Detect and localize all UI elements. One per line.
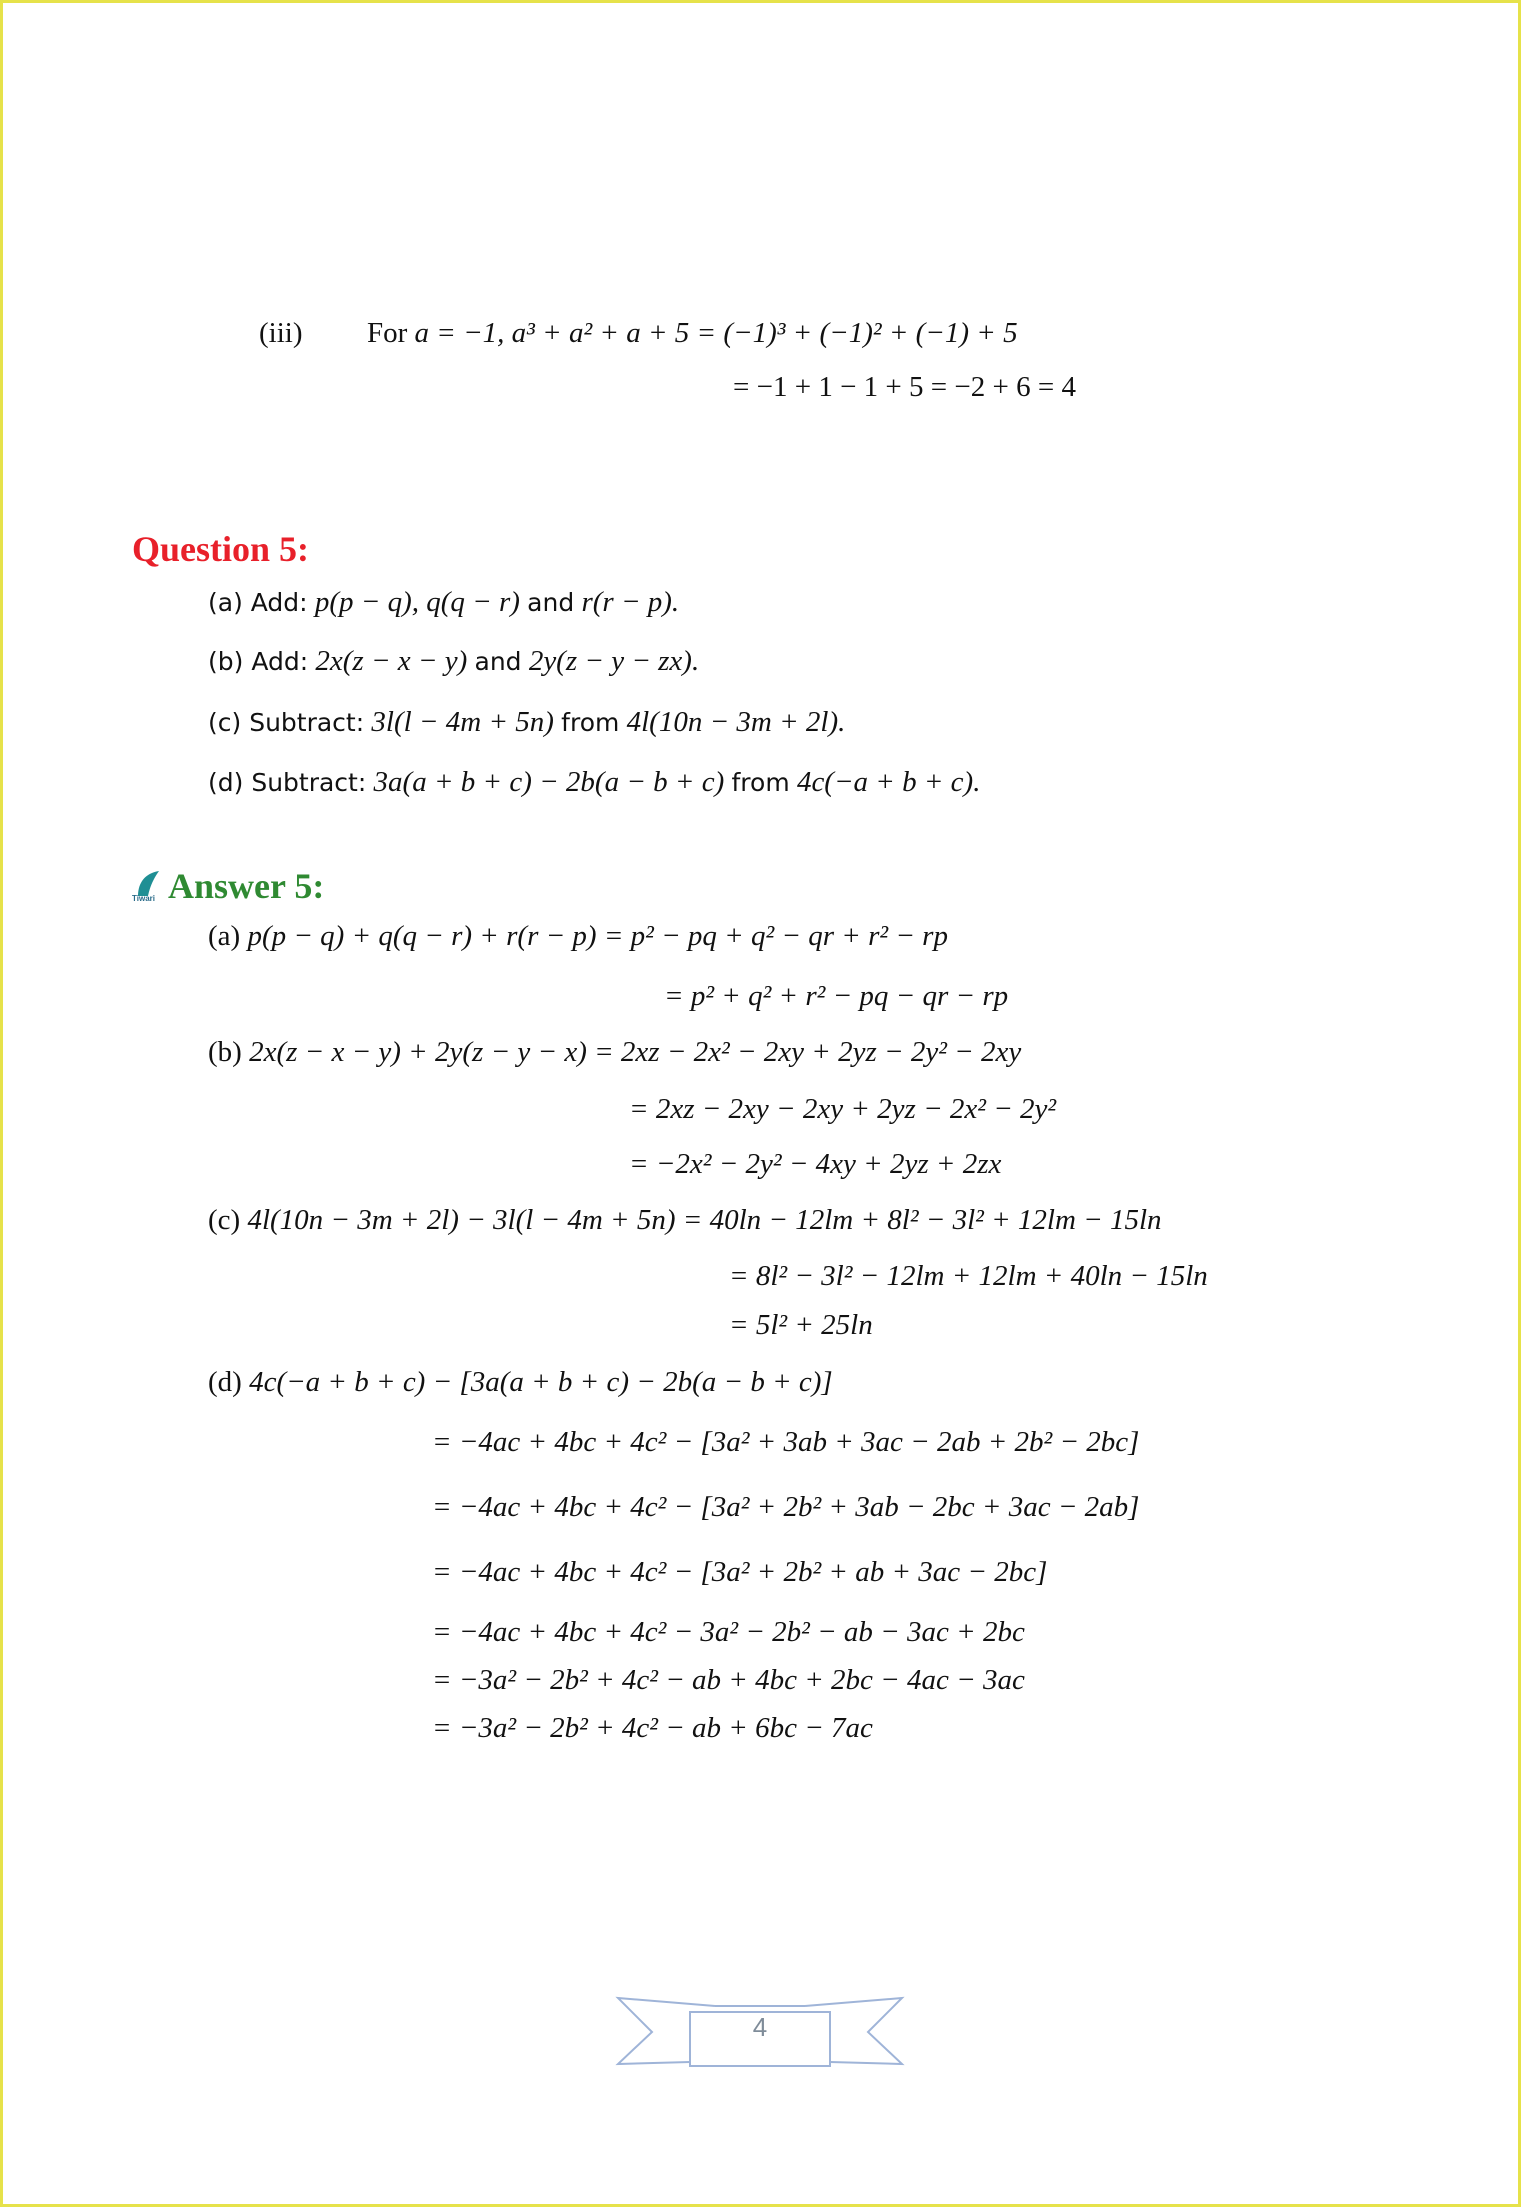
- svg-text:Tiwari: Tiwari: [132, 894, 155, 902]
- part-label: (d): [208, 1366, 242, 1398]
- answer-d-line1: [208, 1365, 833, 1399]
- math-expression: 4c(−a + b + c).: [796, 766, 981, 798]
- question-item-a: [208, 585, 679, 620]
- answer-d-line3: = −4ac + 4bc + 4c² − [3a² + 2b² + 3ab − 2bc + 3ac − 2ab]: [432, 1491, 1140, 1523]
- question-item-d: [208, 765, 980, 800]
- math-expression: p(p − q) + q(q − r) + r(r − p) = p² − pq + q² − qr + r² − rp: [247, 920, 948, 952]
- item-label: (c) Subtract:: [208, 708, 365, 737]
- answer-d-line5: = −4ac + 4bc + 4c² − 3a² − 2b² − ab − 3ac + 2bc: [432, 1616, 1025, 1648]
- answer-c-line3: = 5l² + 25ln: [729, 1309, 873, 1341]
- answer-d-line2: = −4ac + 4bc + 4c² − [3a² + 3ab + 3ac − 2ab + 2b² − 2bc]: [432, 1426, 1140, 1458]
- answer-a-line2: = p² + q² + r² − pq − qr − rp: [664, 980, 1009, 1012]
- answer-a-line1: [208, 919, 948, 953]
- part-label: (b): [208, 1036, 242, 1068]
- part-iii-line2: = −1 + 1 − 1 + 5 = −2 + 6 = 4: [733, 371, 1076, 403]
- answer-c-line1: [208, 1203, 1162, 1237]
- answer-d-line6: = −3a² − 2b² + 4c² − ab + 4bc + 2bc − 4ac − 3ac: [432, 1664, 1025, 1696]
- part-label: (a): [208, 920, 241, 952]
- question-item-b: [208, 644, 699, 679]
- connector: from: [561, 708, 620, 737]
- tiwari-logo-icon: [132, 870, 162, 902]
- answer-b-line2: = 2xz − 2xy − 2xy + 2yz − 2x² − 2y²: [629, 1093, 1057, 1125]
- question-title: Question 5:: [132, 529, 310, 569]
- answer-b-line3: = −2x² − 2y² − 4xy + 2yz + 2zx: [629, 1148, 1002, 1180]
- connector: and: [474, 647, 522, 676]
- math-expression: 4l(10n − 3m + 2l) − 3l(l − 4m + 5n) = 40ln − 12lm + 8l² − 3l² + 12lm − 15ln: [247, 1204, 1162, 1236]
- math-expression: 4l(10n − 3m + 2l).: [626, 706, 846, 738]
- math-expression: 2x(z − x − y) + 2y(z − y − x) = 2xz − 2x² − 2xy + 2yz − 2y² − 2xy: [249, 1036, 1022, 1068]
- math-expression: r(r − p).: [581, 586, 680, 618]
- part-label: (c): [208, 1204, 241, 1236]
- math-expression: p(p − q), q(q − r): [314, 586, 520, 618]
- math-expression: 3l(l − 4m + 5n): [371, 706, 554, 738]
- answer-d-line7: = −3a² − 2b² + 4c² − ab + 6bc − 7ac: [432, 1712, 873, 1744]
- math-expression: 4c(−a + b + c) − [3a(a + b + c) − 2b(a − b + c)]: [249, 1366, 833, 1398]
- answer-title: Answer 5:: [168, 866, 325, 906]
- math-expression: 2y(z − y − zx).: [528, 645, 700, 677]
- item-label: (d) Subtract:: [208, 768, 367, 797]
- math-expression: 3a(a + b + c) − 2b(a − b + c): [373, 766, 725, 798]
- answer-c-line2: = 8l² − 3l² − 12lm + 12lm + 40ln − 15ln: [729, 1260, 1208, 1292]
- page-number-ribbon: [610, 1990, 910, 2070]
- for-text: For: [367, 317, 408, 349]
- answer-heading: [132, 866, 324, 906]
- part-label: (iii): [259, 317, 303, 349]
- item-label: (a) Add:: [208, 588, 308, 617]
- question-item-c: [208, 705, 845, 740]
- page-number: 4: [752, 2012, 768, 2042]
- math-expression: 2x(z − x − y): [315, 645, 468, 677]
- connector: from: [731, 768, 790, 797]
- answer-b-line1: [208, 1035, 1021, 1069]
- math-expression: a = −1, a³ + a² + a + 5 = (−1)³ + (−1)² + (−1) + 5: [414, 317, 1018, 349]
- part-iii-line1: [259, 316, 1018, 350]
- connector: and: [527, 588, 575, 617]
- answer-d-line4: = −4ac + 4bc + 4c² − [3a² + 2b² + ab + 3ac − 2bc]: [432, 1556, 1048, 1588]
- item-label: (b) Add:: [208, 647, 309, 676]
